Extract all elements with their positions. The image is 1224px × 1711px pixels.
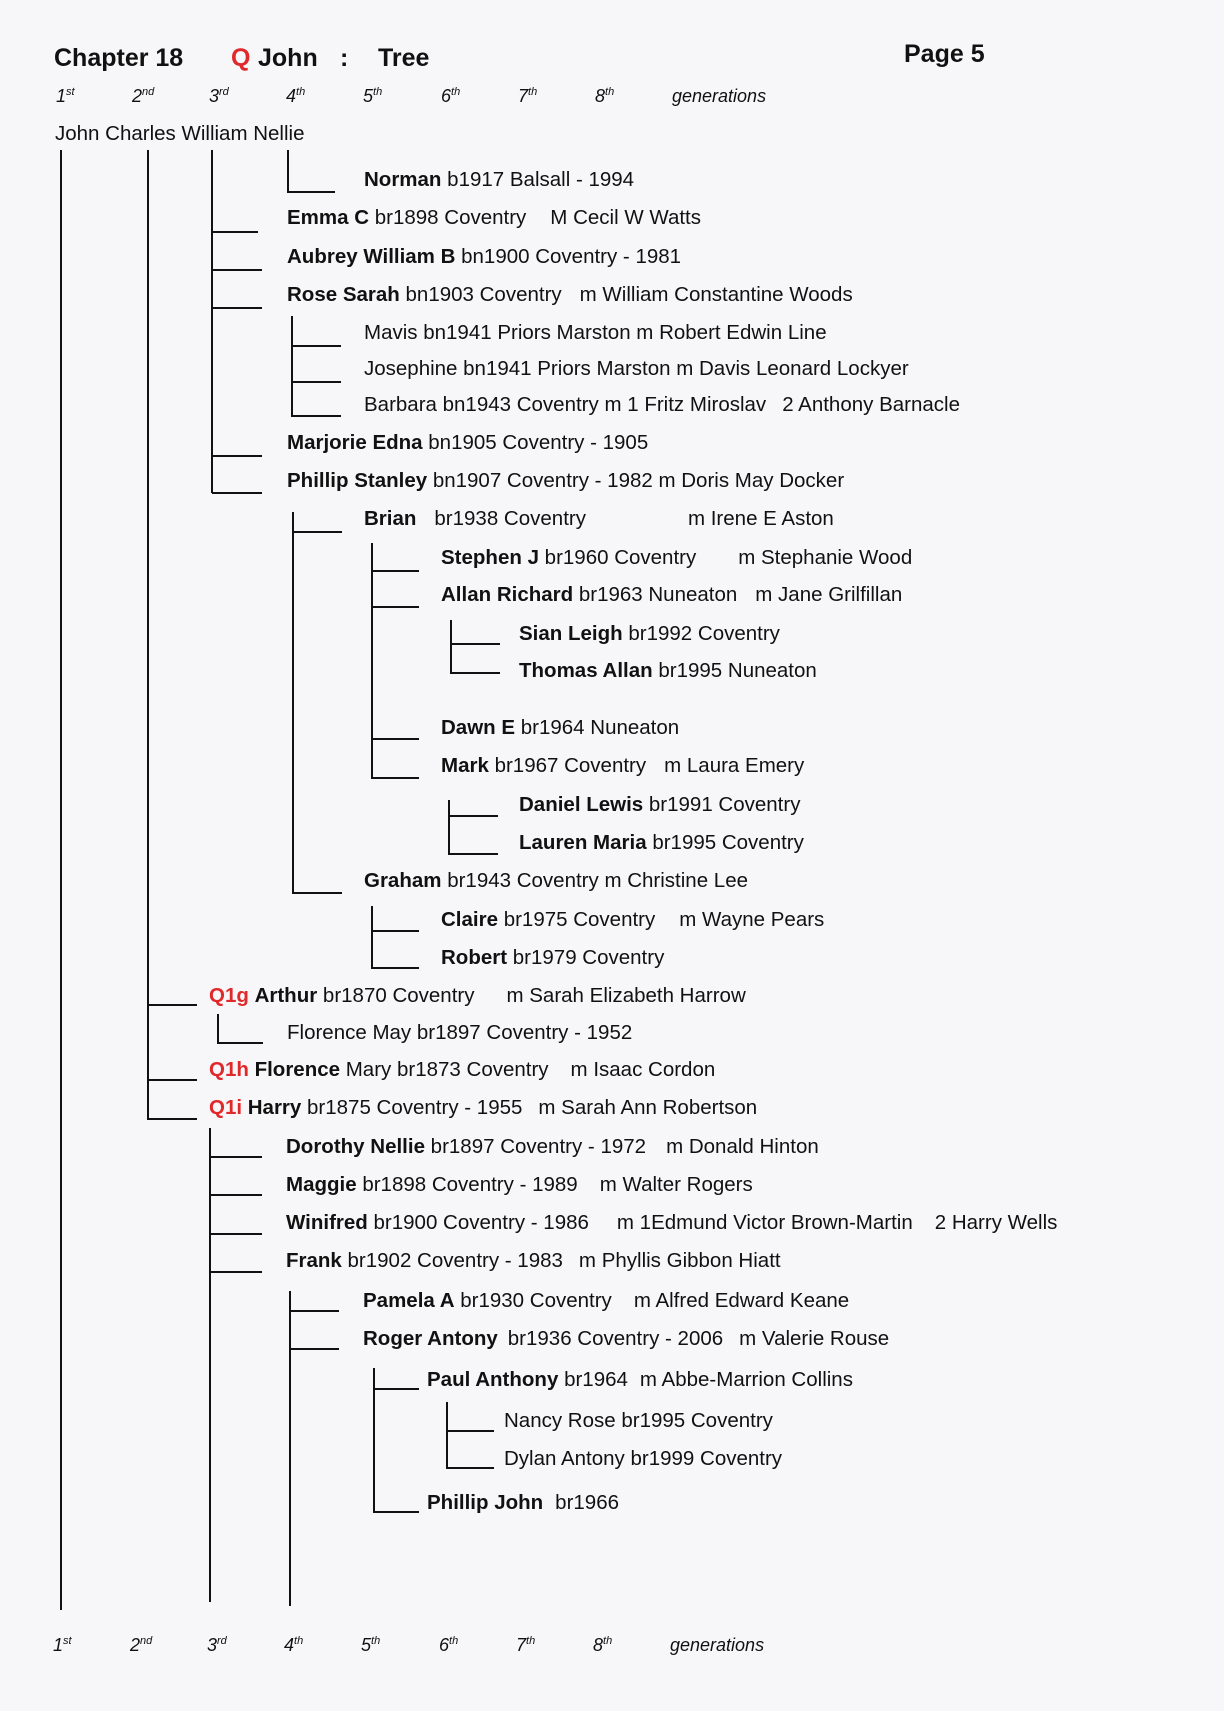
entry-arthur: Q1g Arthur br1870 Coventry m Sarah Elizabeth Harrow bbox=[209, 984, 746, 1007]
gen-label-5: 5th bbox=[363, 86, 383, 106]
entry-florence: Q1h Florence Mary br1873 Coventry m Isaac Cordon bbox=[209, 1058, 716, 1081]
tick-harry bbox=[147, 1118, 197, 1120]
entry-nancy: Nancy Rose br1995 Coventry bbox=[504, 1409, 773, 1432]
tick-phillip-john bbox=[373, 1511, 419, 1513]
entry-lauren: Lauren Maria br1995 Coventry bbox=[519, 831, 804, 854]
tick-lauren bbox=[448, 853, 498, 855]
tick-rose bbox=[212, 307, 262, 309]
tick-sian bbox=[450, 643, 500, 645]
tick-stephen bbox=[371, 570, 419, 572]
gen-label-4: 4th bbox=[286, 86, 306, 106]
entry-brian: Brian br1938 Coventry m Irene E Aston bbox=[364, 507, 834, 530]
gen-footer-4: 4th bbox=[284, 1635, 304, 1655]
title-colon: : bbox=[340, 44, 349, 72]
entry-sian: Sian Leigh br1992 Coventry bbox=[519, 622, 780, 645]
entry-marjorie: Marjorie Edna bn1905 Coventry - 1905 bbox=[287, 431, 649, 454]
line-gen1 bbox=[60, 150, 62, 1610]
entry-emma: Emma C br1898 Coventry M Cecil W Watts bbox=[287, 206, 702, 229]
tree-label: Tree bbox=[378, 44, 430, 72]
entry-mavis: Mavis bn1941 Priors Marston m Robert Edwin Line bbox=[364, 321, 827, 344]
gen-footer-7: 7th bbox=[516, 1635, 536, 1655]
root-ancestor: John Charles William Nellie bbox=[55, 122, 305, 145]
line-gen2 bbox=[147, 150, 149, 1120]
gen-label-8: 8th bbox=[595, 86, 615, 106]
line-allan-children bbox=[450, 620, 452, 673]
tick-mavis bbox=[291, 345, 341, 347]
tick-brian bbox=[292, 531, 342, 533]
entry-paul: Paul Anthony br1964 m Abbe-Marrion Collins bbox=[427, 1368, 853, 1391]
entry-barbara: Barbara bn1943 Coventry m 1 Fritz Miroslav 2 Anthony Barnacle bbox=[364, 393, 960, 416]
tick-dorothy bbox=[210, 1156, 262, 1158]
gen-label-7: 7th bbox=[518, 86, 538, 106]
tick-paul bbox=[373, 1388, 419, 1390]
entry-phillip-john: Phillip John br1966 bbox=[427, 1491, 620, 1514]
family-code: Q bbox=[231, 44, 251, 72]
gen-footer-1: 1st bbox=[53, 1635, 72, 1655]
entry-winifred: Winifred br1900 Coventry - 1986 m 1Edmund Victor Brown-Martin 2 Harry Wells bbox=[286, 1211, 1058, 1234]
entry-josephine: Josephine bn1941 Priors Marston m Davis Leonard Lockyer bbox=[364, 357, 909, 380]
entry-thomas: Thomas Allan br1995 Nuneaton bbox=[519, 659, 817, 682]
entry-dylan: Dylan Antony br1999 Coventry bbox=[504, 1447, 783, 1470]
line-rose-children bbox=[291, 316, 293, 416]
tick-dylan bbox=[446, 1467, 494, 1469]
line-graham-children bbox=[371, 906, 373, 968]
entry-maggie: Maggie br1898 Coventry - 1989 m Walter Rogers bbox=[286, 1173, 753, 1196]
tick-claire bbox=[371, 930, 419, 932]
line-norman bbox=[287, 150, 289, 192]
tick-josephine bbox=[291, 381, 341, 383]
tick-robert bbox=[371, 967, 419, 969]
entry-pamela: Pamela A br1930 Coventry m Alfred Edward Keane bbox=[363, 1289, 850, 1312]
tick-daniel bbox=[448, 815, 498, 817]
line-arthur-children bbox=[217, 1014, 219, 1043]
entry-florence-may: Florence May br1897 Coventry - 1952 bbox=[287, 1021, 633, 1044]
gen-footer-word: generations bbox=[670, 1635, 765, 1655]
entry-mark: Mark br1967 Coventry m Laura Emery bbox=[441, 754, 805, 777]
entry-phillip-stanley: Phillip Stanley bn1907 Coventry - 1982 m Doris May Docker bbox=[287, 469, 845, 492]
line-frank-children bbox=[289, 1291, 291, 1606]
entry-robert: Robert br1979 Coventry bbox=[441, 946, 665, 969]
line-mark-children bbox=[448, 800, 450, 855]
tick-mark bbox=[371, 777, 419, 779]
line-paul-children bbox=[446, 1402, 448, 1468]
entry-rose: Rose Sarah bn1903 Coventry m William Constantine Woods bbox=[287, 283, 853, 306]
entry-norman: Norman b1917 Balsall - 1994 bbox=[364, 168, 635, 191]
line-gen3-upper bbox=[211, 150, 213, 493]
tick-arthur bbox=[147, 1004, 197, 1006]
tick-roger bbox=[289, 1348, 339, 1350]
tick-barbara bbox=[291, 415, 341, 417]
chapter-title: Chapter 18 bbox=[54, 44, 184, 72]
entry-roger: Roger Antony br1936 Coventry - 2006 m Valerie Rouse bbox=[363, 1327, 890, 1350]
gen-label-word: generations bbox=[672, 86, 767, 106]
tick-norman bbox=[287, 191, 335, 193]
entry-dorothy: Dorothy Nellie br1897 Coventry - 1972 m Donald Hinton bbox=[286, 1135, 819, 1158]
family-name: John bbox=[258, 44, 318, 72]
entry-aubrey: Aubrey William B bn1900 Coventry - 1981 bbox=[287, 245, 682, 268]
tick-dawn bbox=[371, 738, 419, 740]
tick-aubrey bbox=[212, 269, 262, 271]
gen-footer-5: 5th bbox=[361, 1635, 381, 1655]
tick-phillip bbox=[212, 492, 262, 494]
entry-graham: Graham br1943 Coventry m Christine Lee bbox=[364, 869, 749, 892]
gen-label-1: 1st bbox=[56, 86, 75, 106]
tick-florence bbox=[147, 1079, 197, 1081]
entry-frank: Frank br1902 Coventry - 1983 m Phyllis Gibbon Hiatt bbox=[286, 1249, 781, 1272]
entry-allan: Allan Richard br1963 Nuneaton m Jane Grilfillan bbox=[441, 583, 903, 606]
entry-dawn: Dawn E br1964 Nuneaton bbox=[441, 716, 680, 739]
line-brian-children bbox=[371, 543, 373, 778]
page-number: Page 5 bbox=[904, 40, 985, 68]
tick-allan bbox=[371, 606, 419, 608]
line-gen3-lower bbox=[209, 1128, 211, 1602]
tick-pamela bbox=[289, 1310, 339, 1312]
tick-florence-may bbox=[217, 1042, 263, 1044]
tick-maggie bbox=[210, 1194, 262, 1196]
entry-daniel: Daniel Lewis br1991 Coventry bbox=[519, 793, 801, 816]
tick-frank bbox=[210, 1271, 262, 1273]
gen-label-2: 2nd bbox=[132, 86, 155, 106]
entry-claire: Claire br1975 Coventry m Wayne Pears bbox=[441, 908, 825, 931]
gen-footer-6: 6th bbox=[439, 1635, 459, 1655]
line-phillip-children bbox=[292, 512, 294, 893]
gen-label-6: 6th bbox=[441, 86, 461, 106]
gen-footer-8: 8th bbox=[593, 1635, 613, 1655]
gen-footer-2: 2nd bbox=[130, 1635, 153, 1655]
tick-winifred bbox=[210, 1233, 262, 1235]
gen-footer-3: 3rd bbox=[207, 1635, 227, 1655]
entry-stephen: Stephen J br1960 Coventry m Stephanie Wood bbox=[441, 546, 913, 569]
tick-graham bbox=[292, 892, 342, 894]
tick-nancy bbox=[446, 1430, 494, 1432]
tick-thomas bbox=[450, 672, 500, 674]
gen-label-3: 3rd bbox=[209, 86, 229, 106]
tick-emma bbox=[212, 231, 258, 233]
tick-marjorie bbox=[212, 455, 262, 457]
entry-harry: Q1i Harry br1875 Coventry - 1955 m Sarah Ann Robertson bbox=[209, 1096, 758, 1119]
